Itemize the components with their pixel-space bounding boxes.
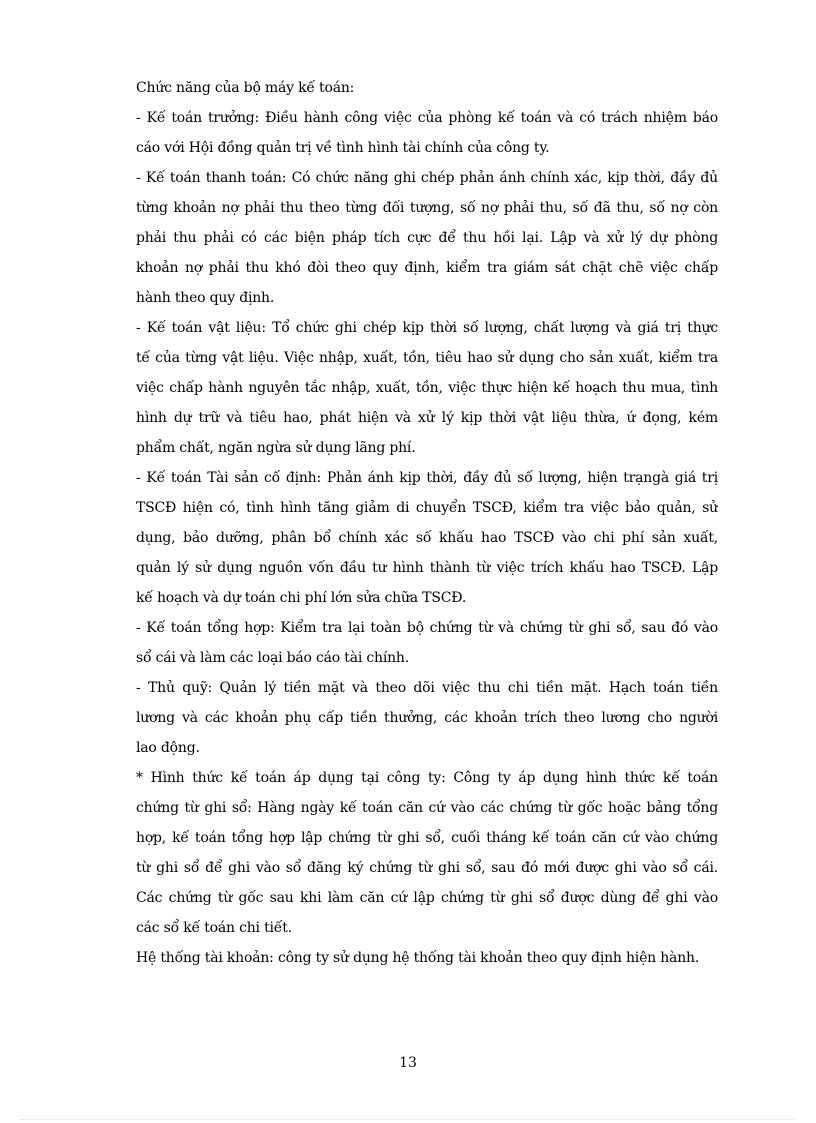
text-line: hành theo quy định.	[136, 290, 275, 306]
text-line: - Kế toán vật liệu: Tổ chức ghi chép kịp thời số lượng, chất lượng và giá trị thực	[136, 320, 718, 336]
text-line: từng khoản nợ phải thu theo từng đối tượng, số nợ phải thu, số đã thu, số nợ còn	[136, 200, 718, 216]
body-text	[136, 73, 718, 973]
text-line: Các chứng từ gốc sau khi làm căn cứ lập chứng từ ghi sổ được dùng để ghi vào	[136, 890, 718, 906]
text-line: khoản nợ phải thu khó đòi theo quy định, kiểm tra giám sát chặt chẽ việc chấp	[136, 260, 718, 276]
text-line: việc chấp hành nguyên tắc nhập, xuất, tồn, việc thực hiện kế hoạch thu mua, tình	[136, 380, 718, 396]
text-line: dụng, bảo dưỡng, phân bổ chính xác số khấu hao TSCĐ vào chi phí sản xuất,	[136, 530, 718, 546]
text-line: hợp, kế toán tổng hợp lập chứng từ ghi sổ, cuối tháng kế toán căn cứ vào chứng	[136, 830, 718, 846]
text-line: chứng từ ghi sổ: Hàng ngày kế toán căn cứ vào các chứng từ gốc hoặc bảng tổng	[136, 800, 718, 816]
text-line: - Kế toán thanh toán: Có chức năng ghi chép phản ánh chính xác, kịp thời, đầy đủ	[136, 170, 718, 186]
text-line: - Kế toán Tài sản cố định: Phản ánh kịp thời, đầy đủ số lượng, hiện trạngà giá trị	[136, 470, 718, 486]
text-line: sổ cái và làm các loại báo cáo tài chính.	[136, 650, 410, 666]
text-line: quản lý sử dụng nguồn vốn đầu tư hình thành từ việc trích khấu hao TSCĐ. Lập	[136, 560, 718, 576]
heading-accounting-functions: Chức năng của bộ máy kế toán:	[136, 80, 355, 96]
page-number: 13	[399, 1055, 417, 1071]
text-line: hình dự trữ và tiêu hao, phát hiện và xử lý kịp thời vật liệu thừa, ứ đọng, kém	[136, 410, 718, 426]
footer-divider	[20, 1119, 796, 1120]
text-line: cáo với Hội đồng quản trị về tình hình tài chính của công ty.	[136, 140, 550, 156]
text-line: * Hình thức kế toán áp dụng tại công ty: Công ty áp dụng hình thức kế toán	[136, 770, 718, 786]
text-line: kế hoạch và dự toán chi phí lớn sửa chữa TSCĐ.	[136, 590, 467, 606]
text-line: lương và các khoản phụ cấp tiền thưởng, các khoản trích theo lương cho người	[136, 710, 718, 726]
text-line: các sổ kế toán chi tiết.	[136, 920, 292, 936]
text-line: phẩm chất, ngăn ngừa sử dụng lãng phí.	[136, 440, 416, 456]
text-line: - Thủ quỹ: Quản lý tiền mặt và theo dõi việc thu chi tiền mặt. Hạch toán tiền	[136, 680, 718, 696]
text-line: - Kế toán tổng hợp: Kiểm tra lại toàn bộ chứng từ và chứng từ ghi sổ, sau đó vào	[136, 620, 718, 636]
text-line: từ ghi sổ để ghi vào sổ đăng ký chứng từ ghi sổ, sau đó mới được ghi vào sổ cái.	[136, 860, 718, 876]
text-line: - Kế toán trưởng: Điều hành công việc của phòng kế toán và có trách nhiệm báo	[136, 110, 718, 126]
text-line: phải thu phải có các biện pháp tích cực để thu hồi lại. Lập và xử lý dự phòng	[136, 230, 718, 246]
text-line: TSCĐ hiện có, tình hình tăng giảm di chuyển TSCĐ, kiểm tra việc bảo quản, sử	[136, 500, 718, 516]
text-line: tế của từng vật liệu. Việc nhập, xuất, tồn, tiêu hao sử dụng cho sản xuất, kiểm tra	[136, 350, 718, 366]
text-line: Hệ thống tài khoản: công ty sử dụng hệ thống tài khoản theo quy định hiện hành.	[136, 950, 700, 966]
text-line: lao động.	[136, 740, 200, 756]
